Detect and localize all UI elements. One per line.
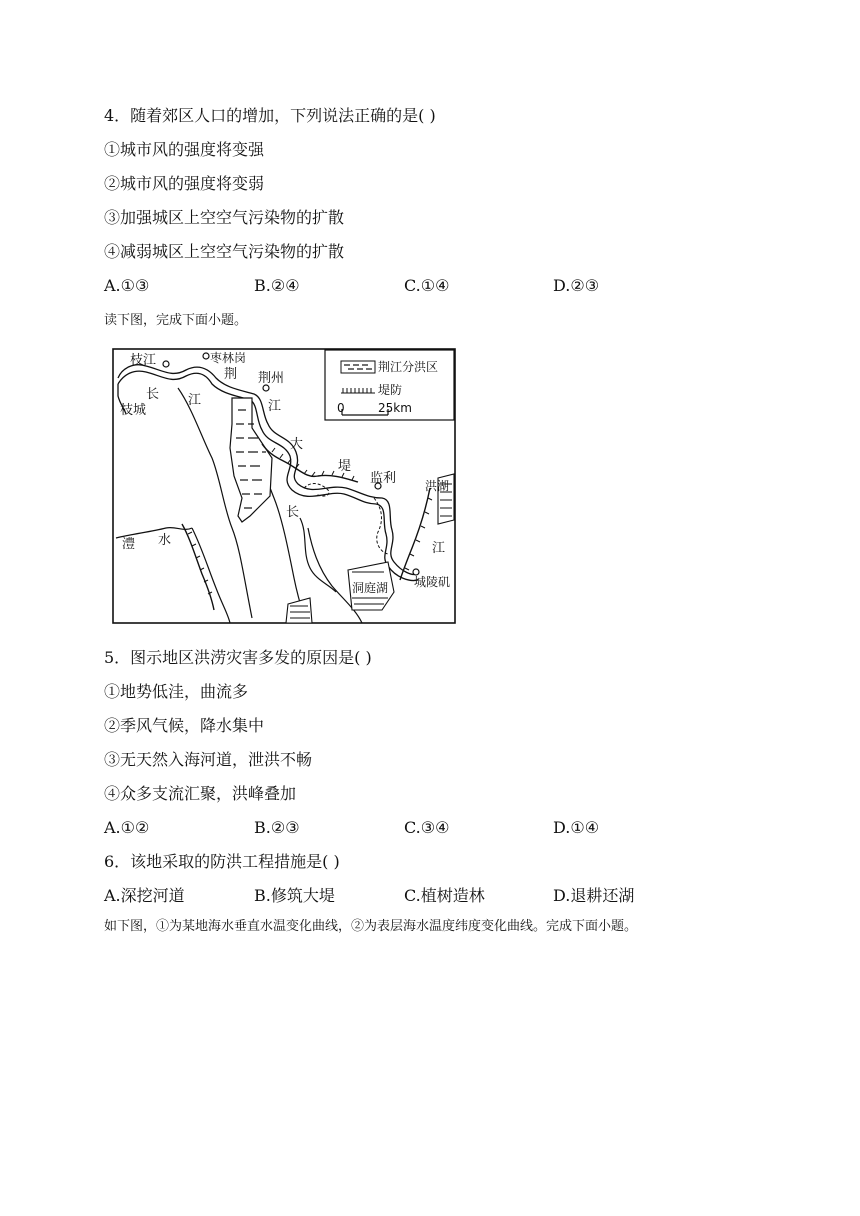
label-zhijiang: 枝江 xyxy=(130,353,157,368)
label-di: 堤 xyxy=(338,459,352,474)
q6-option-a: A.深挖河道 xyxy=(104,886,185,905)
label-da: 大 xyxy=(290,437,304,452)
q5-option-b: B.②③ xyxy=(254,818,300,837)
q4-item-1: ①城市风的强度将变强 xyxy=(104,140,265,159)
q4-option-b: B.②④ xyxy=(254,276,300,295)
scale-value-label: 25km xyxy=(378,401,412,415)
legend-levee-label: 堤防 xyxy=(378,383,403,397)
q5-item-2: ②季风气候，降水集中 xyxy=(104,716,265,735)
flood-area-legend-swatch xyxy=(341,361,375,373)
q5-option-d: D.①④ xyxy=(553,818,600,837)
q4-item-2: ②城市风的强度将变弱 xyxy=(104,174,265,193)
label-zaolingang: 枣林岗 xyxy=(210,351,247,365)
q4-option-c: C.①④ xyxy=(404,276,450,295)
scale-zero-label: 0 xyxy=(337,401,345,415)
q4-stem: 4．随着郊区人口的增加，下列说法正确的是( ) xyxy=(104,106,436,125)
label-chang-lower: 长 xyxy=(286,505,300,520)
intro-next-figure: 如下图，①为某地海水垂直水温变化曲线，②为表层海水温度纬度变化曲线。完成下面小题。 xyxy=(104,919,638,934)
label-li: 澧 xyxy=(122,537,136,552)
q6-option-d: D.退耕还湖 xyxy=(553,886,635,905)
q6-option-b: B.修筑大堤 xyxy=(254,886,335,905)
q5-option-c: C.③④ xyxy=(404,818,450,837)
label-dongtinghu: 洞庭湖 xyxy=(352,581,389,595)
label-honghu: 洪湖 xyxy=(425,479,450,493)
legend-flood-area-label: 荆江分洪区 xyxy=(378,360,439,374)
label-shui: 水 xyxy=(158,533,172,548)
label-jianli: 监利 xyxy=(370,471,397,486)
label-jiang-upper: 江 xyxy=(188,393,202,408)
label-jing: 荆 xyxy=(224,367,238,382)
intro-map: 读下图，完成下面小题。 xyxy=(104,313,248,328)
label-chenglingji: 城陵矶 xyxy=(414,575,451,589)
jingjiang-flood-map xyxy=(112,348,456,624)
q4-option-a: A.①③ xyxy=(104,276,150,295)
q4-option-d: D.②③ xyxy=(553,276,600,295)
label-zhicheng: 枝城 xyxy=(120,403,147,418)
label-jiang-lower: 江 xyxy=(432,541,446,556)
label-jingzhou: 荆州 xyxy=(258,371,285,386)
q6-option-c: C.植树造林 xyxy=(404,886,485,905)
q4-item-3: ③加强城区上空空气污染物的扩散 xyxy=(104,208,345,227)
label-jiang-middle: 江 xyxy=(268,399,282,414)
q5-option-a: A.①② xyxy=(104,818,150,837)
q5-item-4: ④众多支流汇聚，洪峰叠加 xyxy=(104,784,297,803)
q4-item-4: ④减弱城区上空空气污染物的扩散 xyxy=(104,242,345,261)
q5-item-3: ③无天然入海河道，泄洪不畅 xyxy=(104,750,313,769)
q5-item-1: ①地势低洼，曲流多 xyxy=(104,682,249,701)
q6-stem: 6．该地采取的防洪工程措施是( ) xyxy=(104,852,340,871)
label-chang-upper: 长 xyxy=(146,387,160,402)
q5-stem: 5．图示地区洪涝灾害多发的原因是( ) xyxy=(104,648,372,667)
